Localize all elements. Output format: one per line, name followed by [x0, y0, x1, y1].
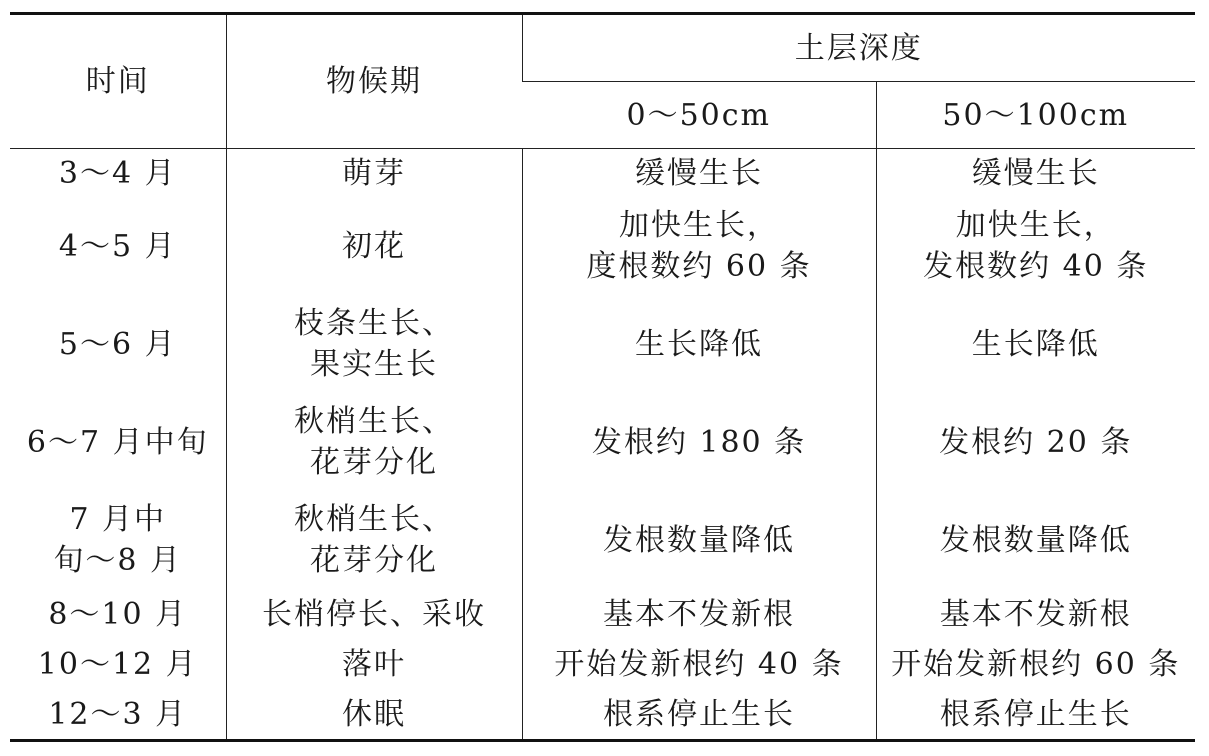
cell-line: 10～12 月: [37, 646, 198, 682]
table-row: [10, 589, 1195, 639]
cell-depth-50-100: [876, 491, 1195, 589]
cell-line: 初花: [342, 228, 406, 264]
cell-line: 6～7 月中旬: [26, 424, 209, 460]
cell-time: [10, 295, 226, 393]
header-row-top: [10, 14, 1195, 82]
cell-depth-50-100: [876, 295, 1195, 393]
cell-phenology: [226, 491, 522, 589]
cell-depth-0-50: [522, 639, 876, 689]
cell-line: 发根约 20 条: [939, 424, 1133, 460]
cell-line: 12～3 月: [48, 696, 188, 732]
cell-depth-50-100: [876, 689, 1195, 741]
table-row: [10, 689, 1195, 741]
table-row: [10, 393, 1195, 491]
cell-line: 8～10 月: [48, 596, 188, 632]
cell-line: 缓慢生长: [971, 155, 1100, 191]
cell-line: 花芽分化: [310, 445, 438, 480]
cell-line: 根系停止生长: [939, 696, 1132, 732]
cell-phenology: [226, 393, 522, 491]
header-soil-depth: 土层深度: [522, 14, 1195, 82]
root-growth-table: [10, 12, 1195, 742]
cell-line: 缓慢生长: [635, 155, 763, 191]
cell-line: 落叶: [342, 646, 406, 682]
cell-depth-50-100: [876, 393, 1195, 491]
header-phenology: 物候期: [226, 14, 522, 149]
header-depth-50-100: 50～100cm: [876, 82, 1195, 149]
root-growth-table-container: [10, 12, 1195, 742]
table-header: [10, 14, 1195, 149]
cell-line: 果实生长: [310, 347, 438, 382]
cell-line: 发根数约 40 条: [923, 249, 1149, 284]
cell-phenology: [226, 295, 522, 393]
cell-phenology: [226, 589, 522, 639]
cell-line: 基本不发新根: [939, 596, 1132, 632]
cell-depth-0-50: [522, 393, 876, 491]
cell-time: [10, 393, 226, 491]
cell-line: 加快生长，: [955, 208, 1116, 243]
cell-time: [10, 491, 226, 589]
cell-line: 5～6 月: [58, 326, 177, 362]
cell-line: 基本不发新根: [603, 596, 795, 632]
cell-time: [10, 689, 226, 741]
cell-phenology: [226, 149, 522, 198]
cell-line: 发根数量降低: [603, 522, 795, 558]
cell-depth-0-50: [522, 491, 876, 589]
cell-depth-0-50: [522, 295, 876, 393]
cell-line: 秋梢生长、: [294, 502, 454, 537]
header-depth-0-50: 0～50cm: [522, 82, 876, 149]
cell-time: [10, 197, 226, 295]
cell-line: 发根数量降低: [939, 522, 1132, 558]
cell-line: 开始发新根约 60 条: [891, 646, 1181, 682]
cell-line: 发根约 180 条: [591, 424, 807, 460]
cell-line: 4～5 月: [58, 228, 177, 264]
cell-depth-50-100: [876, 589, 1195, 639]
cell-line: 长梢停长、采收: [262, 596, 486, 632]
cell-phenology: [226, 197, 522, 295]
cell-line: 根系停止生长: [603, 696, 795, 732]
cell-line: 休眠: [342, 696, 406, 732]
cell-line: 生长降低: [971, 326, 1100, 362]
cell-depth-50-100: [876, 639, 1195, 689]
cell-time: [10, 639, 226, 689]
cell-depth-0-50: [522, 589, 876, 639]
cell-line: 加快生长，: [619, 208, 779, 243]
cell-line: 枝条生长、: [294, 306, 454, 341]
cell-line: 开始发新根约 40 条: [554, 646, 844, 682]
cell-line: 秋梢生长、: [294, 404, 454, 439]
cell-line: 度根数约 60 条: [586, 249, 812, 284]
table-row: [10, 639, 1195, 689]
cell-depth-50-100: [876, 197, 1195, 295]
cell-line: 旬～8 月: [53, 543, 183, 578]
table-row: [10, 197, 1195, 295]
cell-depth-50-100: [876, 149, 1195, 198]
cell-line: 花芽分化: [310, 543, 438, 578]
cell-phenology: [226, 689, 522, 741]
cell-line: 生长降低: [635, 326, 763, 362]
cell-depth-0-50: [522, 689, 876, 741]
table-row: [10, 149, 1195, 198]
cell-time: [10, 149, 226, 198]
cell-line: 萌芽: [342, 155, 406, 191]
cell-depth-0-50: [522, 197, 876, 295]
table-row: [10, 295, 1195, 393]
table-body: [10, 149, 1195, 741]
cell-depth-0-50: [522, 149, 876, 198]
cell-line: 7 月中: [69, 502, 167, 537]
cell-phenology: [226, 639, 522, 689]
table-row: [10, 491, 1195, 589]
cell-line: 3～4 月: [58, 155, 177, 191]
header-time: 时间: [10, 14, 226, 149]
cell-time: [10, 589, 226, 639]
